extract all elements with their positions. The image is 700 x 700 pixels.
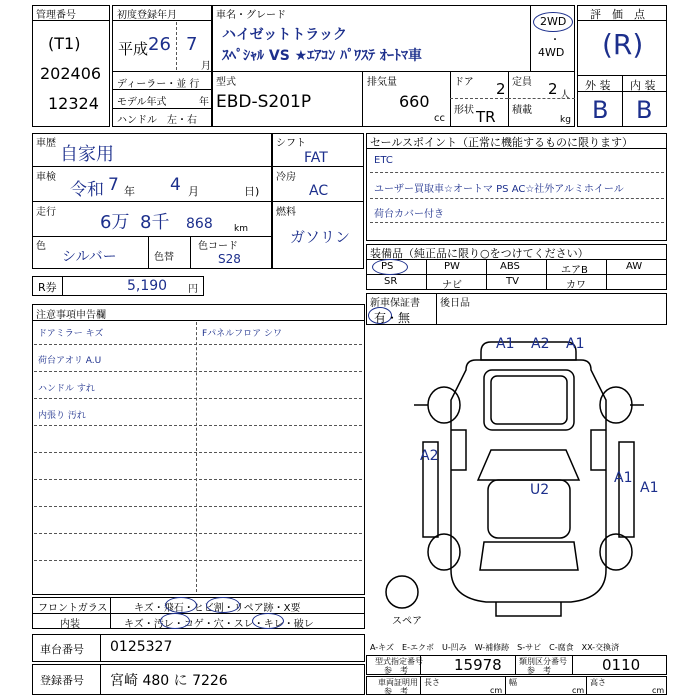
damage-legend: A-キズ E-エクボ U-凹み W-補修跡 S-サビ C-腐食 XX-交換済 bbox=[370, 643, 620, 652]
fuel-value: ガソリン bbox=[290, 228, 351, 246]
inspection-label: 車検 bbox=[36, 172, 56, 183]
glass-crack-circle bbox=[206, 597, 240, 613]
spare-label: スペア bbox=[392, 616, 422, 627]
damage-center: U2 bbox=[530, 482, 550, 498]
grade-score-value: (R) bbox=[602, 28, 644, 61]
equipment-tv: TV bbox=[506, 276, 519, 287]
plate-label: 登録番号 bbox=[40, 674, 84, 687]
displacement-label: 排気量 bbox=[367, 77, 397, 88]
chassis-value: 0125327 bbox=[110, 639, 173, 655]
equipment-navi: ナビ bbox=[442, 280, 462, 291]
door-value: 2 bbox=[496, 80, 506, 98]
sales-line-3: 荷台カバー付き bbox=[374, 209, 444, 220]
model-designation-label: 型式指定番号 bbox=[375, 657, 423, 666]
inspection-year: 7 bbox=[108, 175, 119, 195]
notes-title: 注意事項申告欄 bbox=[36, 310, 106, 321]
equipment-leather: カワ bbox=[566, 280, 586, 291]
mileage-10k: 6万 bbox=[100, 212, 130, 233]
exterior-label: 外 装 bbox=[585, 79, 611, 92]
interior-dirt-circle bbox=[160, 613, 190, 629]
color-change-label: 色替 bbox=[154, 252, 174, 263]
damage-left-side: A2 bbox=[420, 448, 439, 464]
width-label: 幅 bbox=[509, 678, 517, 687]
drive-4wd: 4WD bbox=[538, 46, 565, 59]
inspection-month: 4 bbox=[170, 175, 181, 195]
warranty-label: 新車保証書 bbox=[370, 298, 420, 309]
sales-point-title: セールスポイント（正常に機能するものに限ります） bbox=[370, 136, 634, 149]
cert-label: 車両証明用 bbox=[378, 678, 418, 687]
aircon-value: AC bbox=[309, 183, 329, 199]
displacement-value: 660 bbox=[399, 92, 430, 111]
cert-ref: 参 考 bbox=[384, 687, 408, 696]
note-left-4: 内張り 汚れ bbox=[38, 411, 86, 421]
height-unit: cm bbox=[652, 686, 665, 695]
mileage-unit: km bbox=[234, 224, 248, 234]
color-code-label: 色コード bbox=[198, 241, 238, 252]
drive-dot: ・ bbox=[550, 35, 560, 46]
first-reg-month: 7 bbox=[186, 34, 198, 55]
interior-scuff-circle bbox=[252, 613, 284, 629]
control-number-3: 12324 bbox=[48, 94, 99, 113]
chassis-label: 車台番号 bbox=[40, 643, 84, 656]
category-value: 0110 bbox=[602, 656, 641, 674]
grade-score-label: 評 価 点 bbox=[590, 8, 645, 21]
length-label: 長さ bbox=[424, 678, 440, 687]
mileage-label: 走行 bbox=[36, 207, 56, 218]
damage-rear-3: A1 bbox=[566, 336, 585, 352]
category-ref: 参 考 bbox=[527, 666, 551, 675]
glass-chip-circle bbox=[165, 597, 197, 613]
recycle-value: 5,190 bbox=[127, 278, 168, 294]
shift-value: FAT bbox=[304, 150, 328, 166]
interior-label-bottom: 内装 bbox=[60, 619, 80, 630]
note-left-1: ドアミラー キズ bbox=[38, 329, 104, 339]
model-label: 型式 bbox=[216, 77, 236, 88]
damage-right-2: A1 bbox=[640, 480, 659, 496]
equipment-airbag: エアB bbox=[561, 265, 588, 276]
interior-label: 内 装 bbox=[630, 79, 656, 92]
displacement-unit: cc bbox=[434, 113, 445, 124]
equipment-title: 装備品（純正品に限り○をつけてください） bbox=[370, 247, 589, 260]
damage-right-1: A1 bbox=[614, 470, 633, 486]
category-label: 類別区分番号 bbox=[519, 657, 567, 666]
notes-box bbox=[32, 304, 365, 595]
load-label: 積載 bbox=[512, 105, 532, 116]
first-reg-month-unit: 月 bbox=[201, 61, 211, 72]
after-items-label: 後日品 bbox=[440, 298, 470, 309]
front-glass-label: フロントガラス bbox=[38, 603, 108, 614]
model-year-label: モデル年式 bbox=[117, 97, 167, 108]
inspection-day-unit: 日) bbox=[244, 185, 260, 198]
capacity-label: 定員 bbox=[512, 77, 532, 88]
fuel-label: 燃料 bbox=[276, 207, 296, 218]
mileage-1k: 8千 bbox=[140, 212, 170, 233]
drive-2wd: 2WD bbox=[540, 15, 567, 28]
front-glass-items: キズ・飛石・ヒビ割・リペア跡・X要 bbox=[134, 603, 301, 614]
car-name-line-2: ｽﾍﾟｼｬﾙ VS ★ｴｱｺﾝ ﾊﾟﾜｽﾃ ｵｰﾄﾏ車 bbox=[222, 48, 422, 64]
shape-label: 形状 bbox=[454, 105, 474, 116]
equipment-pw: PW bbox=[444, 261, 460, 272]
model-year-unit: 年 bbox=[199, 97, 209, 108]
equipment-abs: ABS bbox=[500, 261, 520, 272]
color-value: シルバー bbox=[62, 249, 117, 265]
inspection-month-unit: 月 bbox=[188, 185, 199, 198]
warranty-value: 有・無 bbox=[374, 311, 411, 325]
height-label: 高さ bbox=[590, 678, 606, 687]
inspection-era: 令和 bbox=[70, 180, 104, 200]
door-label: ドア bbox=[454, 77, 474, 88]
aircon-label: 冷房 bbox=[276, 172, 296, 183]
control-number-label: 管理番号 bbox=[36, 10, 76, 21]
control-number-1: (T1) bbox=[48, 34, 81, 53]
length-unit: cm bbox=[490, 686, 503, 695]
model-designation-value: 15978 bbox=[454, 656, 502, 674]
model-value: EBD-S201P bbox=[216, 92, 312, 112]
note-left-3: ハンドル すれ bbox=[38, 384, 95, 394]
width-unit: cm bbox=[572, 686, 585, 695]
handle-label: ハンドル 左・右 bbox=[117, 115, 197, 126]
interior-items: キズ・汚レ・コゲ・穴・スレ・キレ・破レ bbox=[124, 619, 314, 630]
sales-line-2: ユーザー買取車☆オートマ PS AC☆社外アルミホイール bbox=[374, 184, 624, 195]
exterior-grade: B bbox=[592, 96, 609, 124]
damage-rear-1: A1 bbox=[496, 336, 515, 352]
dealer-label: ディーラー・並 行 bbox=[117, 79, 200, 90]
history-label: 車歴 bbox=[36, 138, 56, 149]
capacity-unit: 人 bbox=[560, 90, 570, 101]
color-label: 色 bbox=[36, 241, 46, 252]
equipment-ps: PS bbox=[381, 261, 394, 272]
sales-line-1: ETC bbox=[374, 155, 393, 166]
shape-value: TR bbox=[476, 108, 496, 126]
control-number-2: 202406 bbox=[40, 64, 102, 83]
equipment-sr: SR bbox=[384, 276, 398, 287]
car-name-line-1: ハイゼットトラック bbox=[222, 27, 348, 43]
interior-grade: B bbox=[636, 96, 653, 124]
color-code-value: S28 bbox=[218, 252, 241, 266]
shift-label: シフト bbox=[276, 138, 306, 149]
recycle-label: R券 bbox=[38, 281, 57, 294]
equipment-aw: AW bbox=[626, 261, 643, 272]
load-unit: kg bbox=[560, 115, 571, 125]
note-right-1: Fパネルフロア シワ bbox=[202, 329, 283, 339]
capacity-value: 2 bbox=[548, 80, 558, 98]
model-designation-ref: 参 考 bbox=[384, 666, 408, 675]
first-reg-era: 平成 bbox=[118, 40, 149, 58]
first-registration-label: 初度登録年月 bbox=[117, 10, 177, 21]
first-reg-year: 26 bbox=[148, 34, 171, 55]
plate-value: 宮崎 480 に 7226 bbox=[110, 673, 228, 689]
history-value: 自家用 bbox=[60, 144, 114, 165]
note-left-2: 荷台アオリ A.U bbox=[38, 356, 102, 366]
recycle-unit: 円 bbox=[188, 284, 198, 295]
mileage-rest: 868 bbox=[186, 216, 213, 232]
damage-rear-2: A2 bbox=[531, 336, 550, 352]
inspection-year-unit: 年 bbox=[124, 185, 135, 198]
car-name-label: 車名・グレード bbox=[216, 10, 286, 21]
recycle-box bbox=[32, 276, 204, 296]
